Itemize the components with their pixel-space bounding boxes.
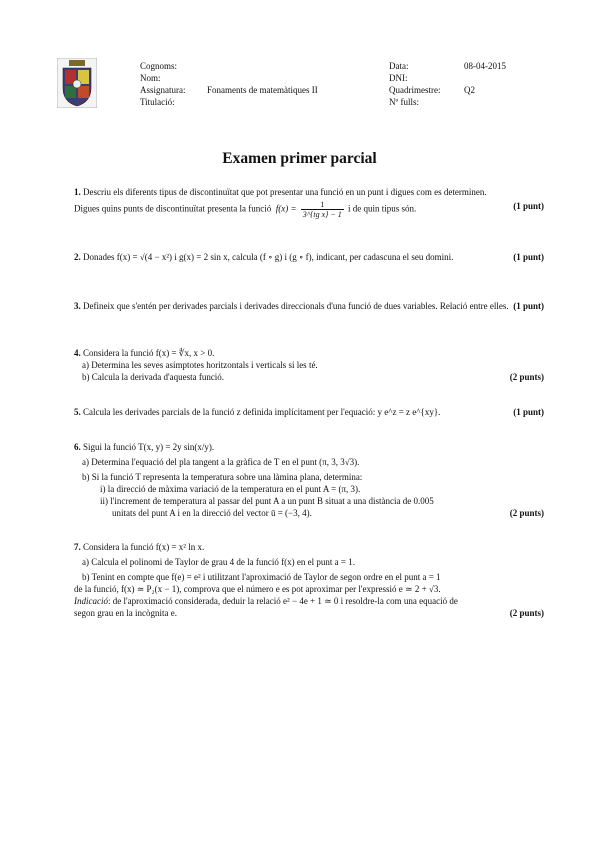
university-crest-logo <box>57 58 97 108</box>
question-points: (2 punts) <box>509 608 544 618</box>
fraction-denominator: 3^{tg x} − 1 <box>302 210 342 219</box>
question-text: Descriu els diferents tipus de discontinuïtat que pot presentar una funció en un punt i digues com es determinen. <box>83 187 487 197</box>
question-5 <box>74 406 544 418</box>
exam-title: Examen primer parcial <box>222 150 377 167</box>
indicacio-text-cont: segon grau en la incògnita e. <box>74 608 177 618</box>
question-points: (1 punt) <box>513 301 544 311</box>
question-part-b: b) Tenint en compte que f(e) = e² i utilitzant l'aproximació de Taylor de segon ordre en el punt a = 1 <box>82 572 441 582</box>
question-text: Digues quins punts de discontinuïtat presenta la funció <box>74 203 272 214</box>
question-number: 3. <box>74 301 81 311</box>
question-number: 7. <box>74 542 81 552</box>
question-2 <box>74 251 544 263</box>
question-3 <box>74 300 544 312</box>
question-part-b-i: i) la direcció de màxima variació de la temperatura en el punt A = (π, 3). <box>100 484 361 494</box>
question-points: (1 punt) <box>513 407 544 417</box>
fraction-numerator: 1 <box>301 200 344 210</box>
titulacio-label: Titulació: <box>140 97 175 107</box>
question-points: (1 punt) <box>513 201 544 211</box>
question-part-b-ii: ii) l'increment de temperatura al passar del punt A a un punt B situat a una distància de 0.005 <box>100 496 434 506</box>
question-number: 5. <box>74 407 81 417</box>
question-intro: Considera la funció f(x) = ∜x, x > 0. <box>83 348 215 358</box>
question-intro: Sigui la funció T(x, y) = 2y sin(x/y). <box>83 442 215 452</box>
data-label: Data: <box>389 61 409 71</box>
question-7 <box>74 541 544 619</box>
question-number: 1. <box>74 187 81 197</box>
question-part-b-cont: de la funció, f(x) ≃ P₂(x − 1), comprova que el número e es pot aproximar per l'expressió e ≃ 2 + √3. <box>74 584 441 594</box>
question-text: Donades f(x) = √(4 − x²) i g(x) = 2 sin x, calcula (f ∘ g) i (g ∘ f), indicant, per cadascuna el seu domini. <box>83 252 454 262</box>
quadrimestre-label: Quadrimestre: <box>389 85 441 95</box>
question-text: Defineix que s'entén per derivades parcials i derivades direccionals d'una funció de dues variables. Relació entre elles. <box>83 301 509 311</box>
indicacio-text: : de l'aproximació considerada, deduir la relació e² − 4e + 1 ≃ 0 i resoldre-la com una equació de <box>108 596 458 606</box>
cognoms-label: Cognoms: <box>140 61 178 71</box>
fulls-label: Nº fulls: <box>389 97 420 107</box>
formula-lhs: f(x) = <box>275 203 297 214</box>
quadrimestre-value: Q2 <box>464 85 475 95</box>
question-part-b: b) Si la funció T representa la temperatura sobre una làmina plana, determina: <box>82 472 363 482</box>
question-part-b-ii-cont: unitats del punt A i en la direcció del vector ū = (−3, 4). <box>112 508 312 518</box>
question-points: (2 punts) <box>509 508 544 518</box>
question-text: i de quin tipus són. <box>347 203 417 214</box>
data-value: 08-04-2015 <box>464 61 506 71</box>
dni-label: DNI: <box>389 73 408 83</box>
question-6 <box>74 441 544 519</box>
question-part-a: a) Determina les seves asímptotes horitzontals i verticals si les té. <box>82 360 318 370</box>
question-number: 6. <box>74 442 81 452</box>
nom-label: Nom: <box>140 73 161 83</box>
question-number: 4. <box>74 348 81 358</box>
assignatura-value: Fonaments de matemàtiques II <box>207 85 318 95</box>
question-intro: Considera la funció f(x) = x² ln x. <box>83 542 205 552</box>
question-4 <box>74 347 544 383</box>
question-part-b: b) Calcula la derivada d'aquesta funció. <box>82 372 225 382</box>
question-1 <box>74 186 544 219</box>
question-number: 2. <box>74 252 81 262</box>
question-part-a: a) Calcula el polinomi de Taylor de grau 4 de la funció f(x) en el punt a = 1. <box>82 557 355 567</box>
question-part-a: a) Determina l'equació del pla tangent a la gràfica de T en el punt (π, 3, 3√3). <box>82 457 360 467</box>
fraction <box>301 200 344 219</box>
question-points: (1 punt) <box>513 252 544 262</box>
question-text: Calcula les derivades parcials de la funció z definida implícitament per l'equació: y e^z = z e^{xy}. <box>83 407 441 417</box>
indicacio-label: Indicació <box>74 596 108 606</box>
assignatura-label: Assignatura: <box>140 85 186 95</box>
question-points: (2 punts) <box>509 372 544 382</box>
